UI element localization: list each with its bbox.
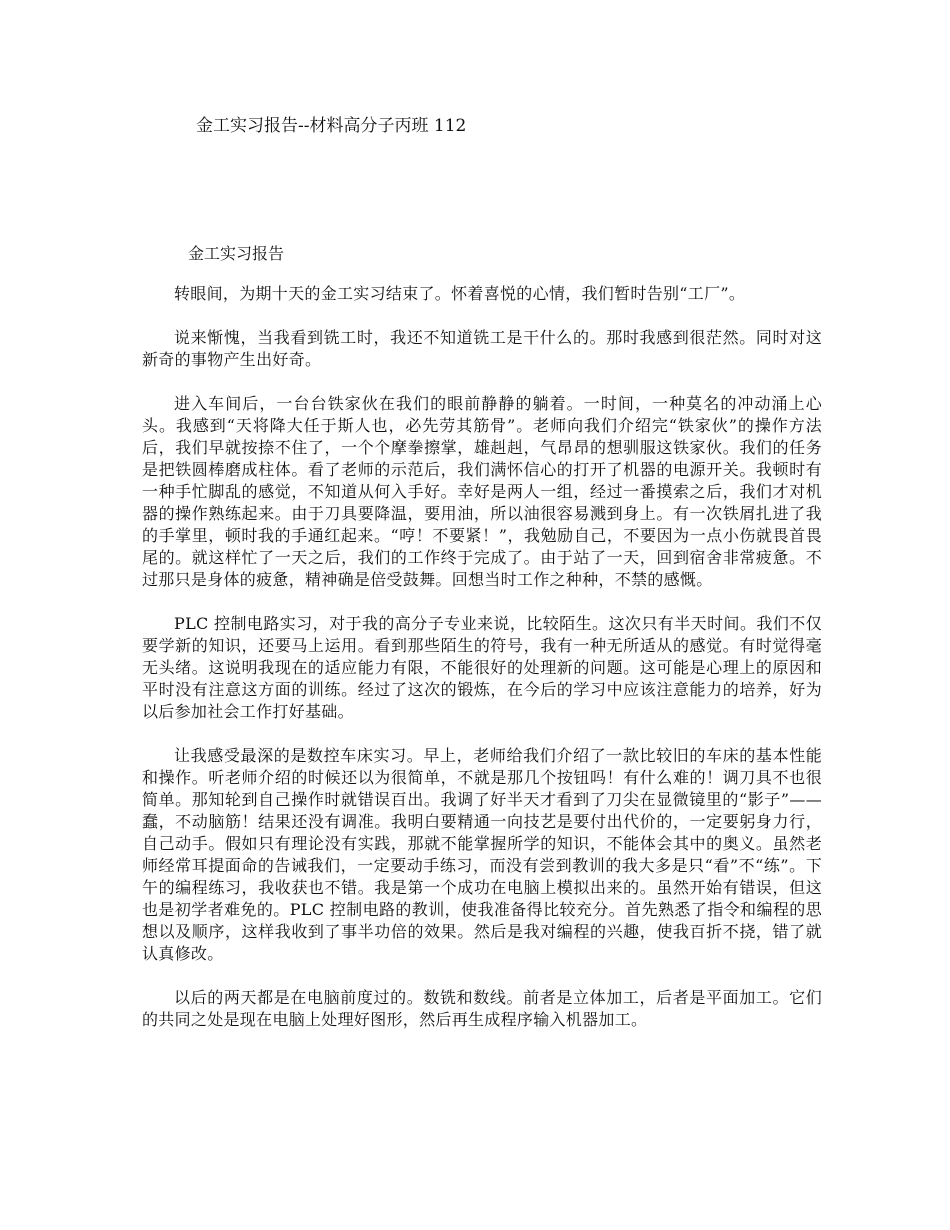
section-heading: 金工实习报告 xyxy=(188,244,285,263)
paragraph: 转眼间，为期十天的金工实习结束了。怀着喜悦的心情，我们暂时告别“工厂”。 xyxy=(174,284,746,303)
paragraph: 进入车间后，一台台铁家伙在我们的眼前静静的躺着。一时间，一种莫名的冲动涌上心头。我感到“天将降大任于斯人也，必先劳其筋骨”。老师向我们介绍完“铁家伙”的操作方法后，我们早就按捺不住了，一个个摩拳擦掌，雄赳赳，气昂昂的想驯服这铁家伙。我们的任务是把铁圆棒磨成柱体。看了老师的示范后，我们满怀信心的打开了机器的电源开关。我顿时有一种手忙脚乱的感觉，不知道从何入手好。幸好是两人一组，经过一番摸索之后，我们才对机器的操作熟练起来。由于刀具要降温，要用油，所以油很容易溅到身上。有一次铁屑扎进了我的手掌里，顿时我的手通红起来。“哼！不要紧！”，我勉励自己，不要因为一点小伤就畏首畏尾的。就这样忙了一天之后，我们的工作终于完成了。由于站了一天，回到宿舍非常疲惫。不过那只是身体的疲惫，精神确是倍受鼓舞。回想当时工作之种种，不禁的感慨。 xyxy=(142,394,822,589)
paragraph: PLC 控制电路实习，对于我的高分子专业来说，比较陌生。这次只有半天时间。我们不仅要学新的知识，还要马上运用。看到那些陌生的符号，我有一种无所适从的感觉。有时觉得毫无头绪。这说明我现在的适应能力有限，不能很好的处理新的问题。这可能是心理上的原因和平时没有注意这方面的训练。经过了这次的锻炼，在今后的学习中应该注意能力的培养，好为以后参加社会工作打好基础。 xyxy=(142,614,822,721)
document-body xyxy=(142,283,822,1053)
document-title: 金工实习报告--材料高分子丙班 112 xyxy=(196,116,467,136)
paragraph: 以后的两天都是在电脑前度过的。数铣和数线。前者是立体加工，后者是平面加工。它们的共同之处是现在电脑上处理好图形，然后再生成程序输入机器加工。 xyxy=(142,988,822,1029)
paragraph: 说来惭愧，当我看到铣工时，我还不知道铣工是干什么的。那时我感到很茫然。同时对这新奇的事物产生出好奇。 xyxy=(142,328,822,369)
paragraph: 让我感受最深的是数控车床实习。早上，老师给我们介绍了一款比较旧的车床的基本性能和操作。听老师介绍的时候还以为很简单，不就是那几个按钮吗！有什么难的！调刀具不也很简单。那知轮到自己操作时就错误百出。我调了好半天才看到了刀尖在显微镜里的“影子”——蠢，不动脑筋！结果还没有调准。我明白要精通一向技艺是要付出代价的，一定要躬身力行，自己动手。假如只有理论没有实践，那就不能掌握所学的知识，不能体会其中的奥义。虽然老师经常耳提面命的告诫我们，一定要动手练习，而没有尝到教训的我大多是只“看”不“练”。下午的编程练习，我收获也不错。我是第一个成功在电脑上模拟出来的。虽然开始有错误，但这也是初学者难免的。PLC 控制电路的教训，使我准备得比较充分。首先熟悉了指令和编程的思想以及顺序，这样我收到了事半功倍的效果。然后是我对编程的兴趣，使我百折不挠，错了就认真修改。 xyxy=(142,746,822,963)
